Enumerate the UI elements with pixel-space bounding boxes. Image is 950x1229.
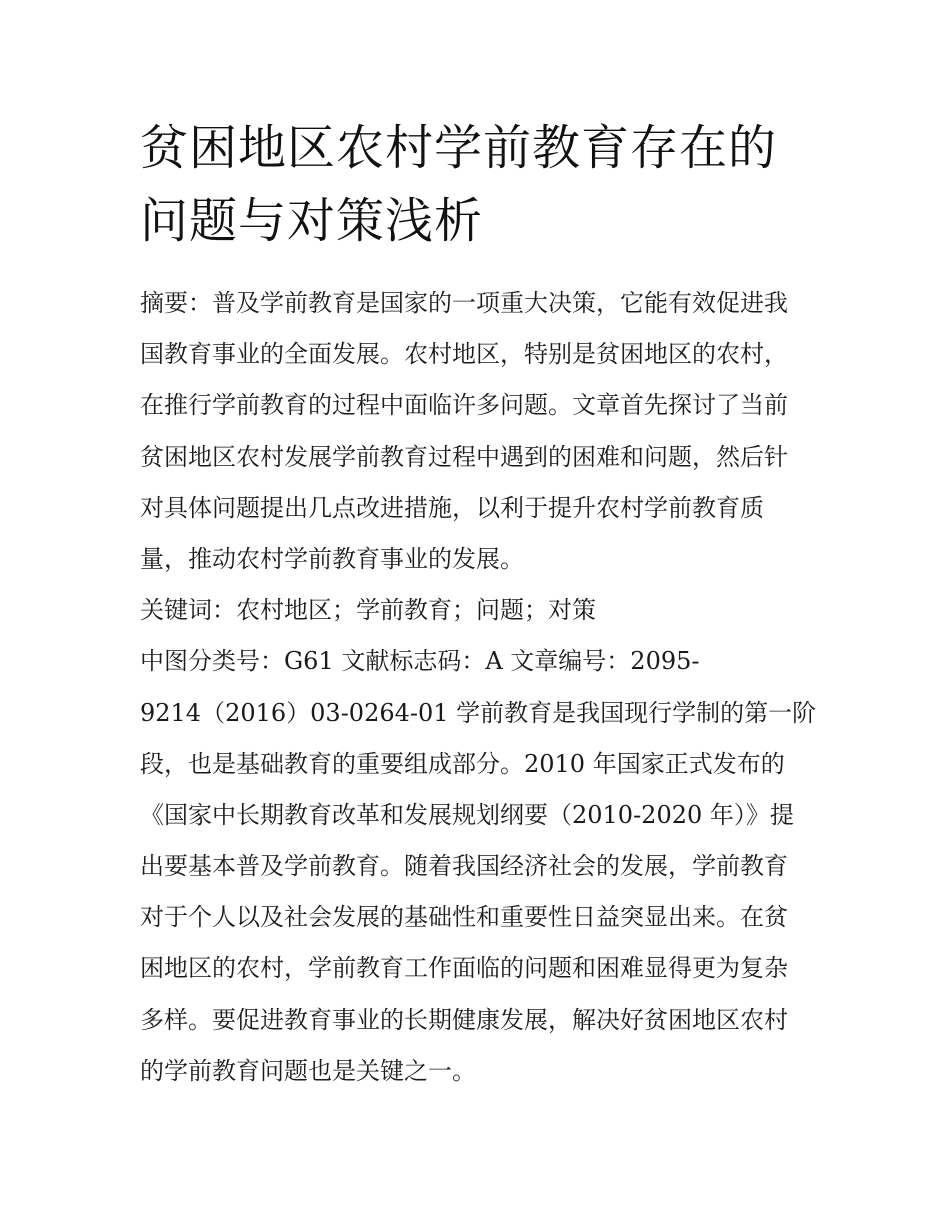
body-text-line: 《国家中长期教育改革和发展规划纲要（2010-2020 年）》提 — [140, 800, 794, 829]
document-body — [140, 278, 820, 1097]
title-line: 贫困地区农村学前教育存在的 — [140, 120, 778, 176]
document-title — [140, 112, 820, 258]
keywords-line: 关键词：农村地区；学前教育；问题；对策 — [140, 596, 596, 625]
body-text-line: 困地区的农村，学前教育工作面临的问题和困难显得更为复杂 — [140, 954, 788, 983]
abstract-line: 贫困地区农村发展学前教育过程中遇到的困难和问题，然后针 — [140, 442, 788, 471]
title-line: 问题与对策浅析 — [140, 193, 484, 249]
body-text-line: 的学前教育问题也是关键之一。 — [140, 1056, 476, 1085]
body-text-line: 多样。要促进教育事业的长期健康发展，解决好贫困地区农村 — [140, 1005, 788, 1034]
body-text-line: 段，也是基础教育的重要组成部分。2010 年国家正式发布的 — [140, 749, 785, 778]
body-text-line: 出要基本普及学前教育。随着我国经济社会的发展，学前教育 — [140, 852, 788, 881]
classification-line: 中图分类号：G61 文献标志码：A 文章编号：2095- — [140, 647, 700, 676]
abstract-line: 对具体问题提出几点改进措施，以利于提升农村学前教育质 — [140, 493, 764, 522]
abstract-line: 在推行学前教育的过程中面临许多问题。文章首先探讨了当前 — [140, 391, 788, 420]
body-text-line: 对于个人以及社会发展的基础性和重要性日益突显出来。在贫 — [140, 903, 788, 932]
abstract-line: 国教育事业的全面发展。农村地区，特别是贫困地区的农村， — [140, 340, 788, 369]
body-text-line: 9214（2016）03-0264-01 学前教育是我国现行学制的第一阶 — [140, 698, 817, 727]
abstract-line: 摘要：普及学前教育是国家的一项重大决策，它能有效促进我 — [140, 289, 788, 317]
abstract-line: 量，推动农村学前教育事业的发展。 — [140, 544, 524, 573]
document-page — [140, 112, 820, 1097]
